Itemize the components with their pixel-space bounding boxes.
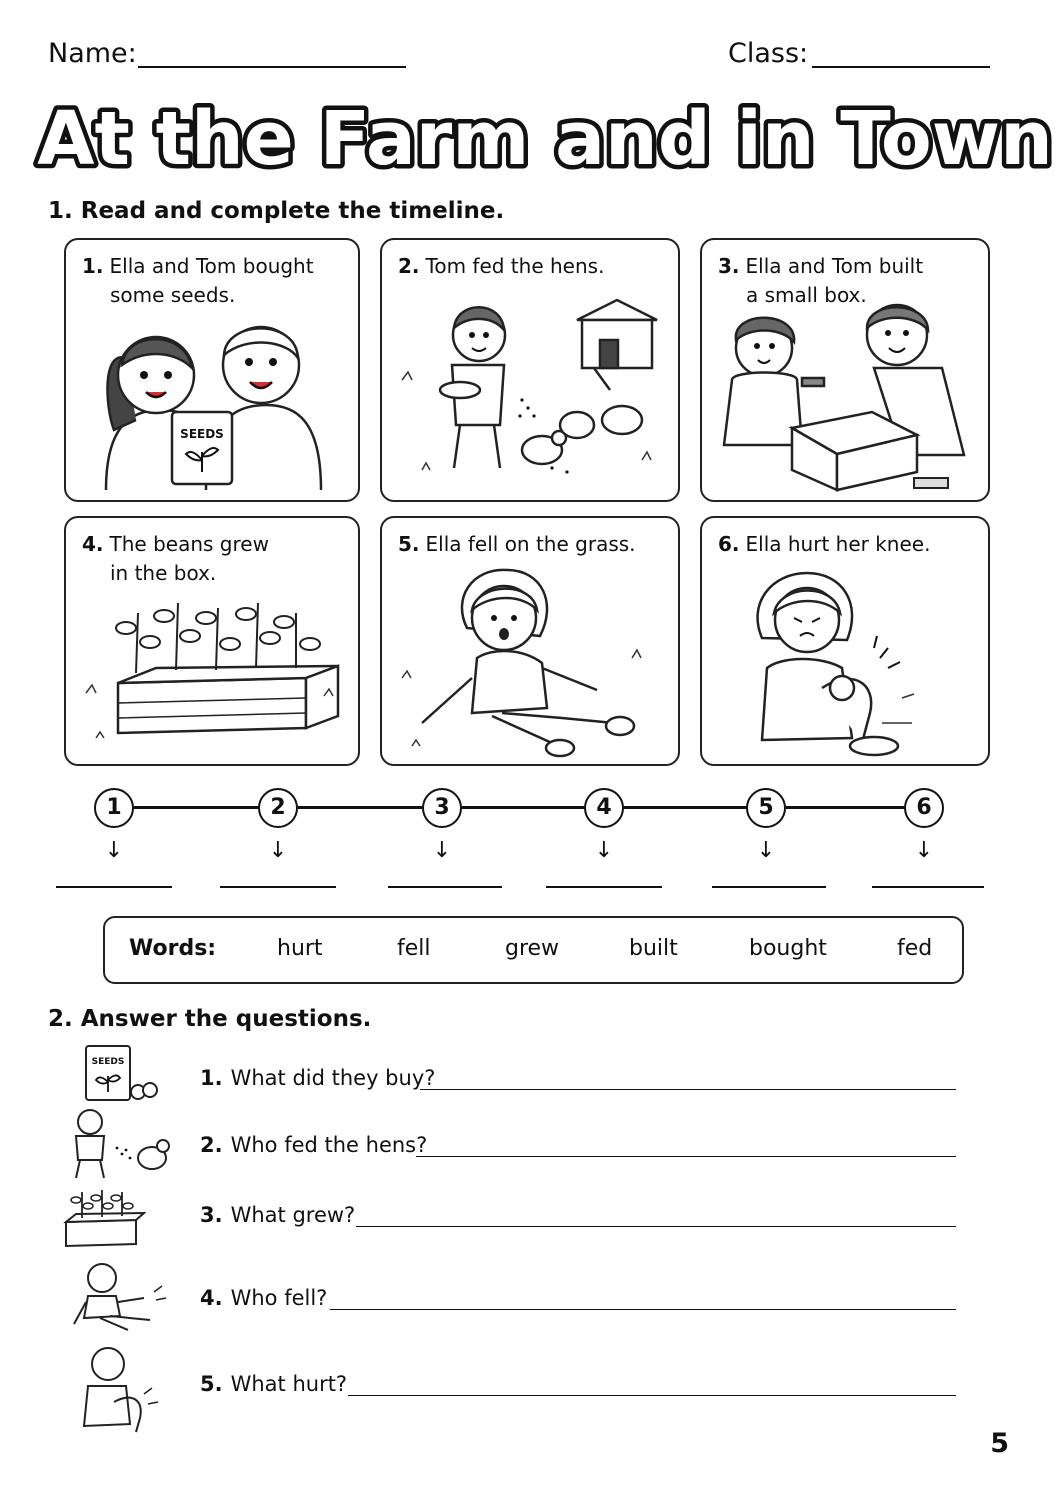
word-item: hurt: [277, 936, 323, 961]
worksheet-title: [0, 86, 1055, 196]
panel-5-caption: 5. Ella fell on the grass.: [398, 532, 636, 556]
word-item: bought: [749, 936, 827, 961]
timeline-arrow-2: ↓: [268, 838, 288, 863]
section2-title: Answer the questions.: [80, 1006, 372, 1032]
svg-text:At the Farm and in Town: At the Farm and in Town: [37, 96, 1053, 182]
section2-heading: [48, 1006, 371, 1032]
class-blank-line[interactable]: [812, 66, 990, 68]
word-item: built: [629, 936, 678, 961]
bean-box-icon: [62, 1186, 146, 1250]
question-5: 5. What hurt?: [200, 1372, 348, 1396]
girl-fell-icon: [70, 1258, 170, 1332]
timeline-answer-5[interactable]: [712, 886, 826, 888]
timeline-arrow-5: ↓: [756, 838, 776, 863]
class-label: Class:: [728, 38, 809, 69]
section1-title: Read and complete the timeline.: [80, 198, 505, 224]
story-panel-3: [700, 238, 990, 502]
timeline-node-4: 4: [584, 788, 624, 828]
timeline-answer-4[interactable]: [546, 886, 662, 888]
section1-heading: [48, 198, 504, 224]
timeline-node-2: 2: [258, 788, 298, 828]
panel-3-caption: 3. Ella and Tom built a small box.: [718, 254, 924, 307]
answer-line-2[interactable]: [416, 1156, 956, 1157]
timeline-answer-3[interactable]: [388, 886, 502, 888]
word-item: fed: [897, 936, 933, 961]
section1-number: 1.: [48, 198, 73, 224]
timeline-node-5: 5: [746, 788, 786, 828]
question-3: 3. What grew?: [200, 1203, 356, 1227]
word-bank: [103, 916, 964, 984]
story-panel-1: [64, 238, 360, 502]
seeds-packet-icon: [80, 1044, 160, 1104]
panel-6-caption: 6. Ella hurt her knee.: [718, 532, 931, 556]
question-4: 4. Who fell?: [200, 1286, 328, 1310]
timeline-arrow-6: ↓: [914, 838, 934, 863]
timeline-node-1: 1: [94, 788, 134, 828]
word-bank-label: Words:: [129, 936, 217, 961]
timeline-node-6: 6: [904, 788, 944, 828]
word-item: grew: [505, 936, 560, 961]
question-1: 1. What did they buy?: [200, 1066, 436, 1090]
svg-text:SEEDS: SEEDS: [91, 1057, 125, 1067]
answer-line-5[interactable]: [348, 1395, 956, 1396]
panel-4-caption: 4. The beans grew in the box.: [82, 532, 269, 585]
answer-line-4[interactable]: [330, 1309, 956, 1310]
panel-2-caption: 2. Tom fed the hens.: [398, 254, 605, 278]
name-label: Name:: [48, 38, 137, 69]
timeline-arrow-4: ↓: [594, 838, 614, 863]
timeline-line: [114, 806, 924, 809]
question-2: 2. Who fed the hens?: [200, 1133, 428, 1157]
timeline-answer-6[interactable]: [872, 886, 984, 888]
timeline-arrow-3: ↓: [432, 838, 452, 863]
story-panel-2: [380, 238, 680, 502]
timeline-node-3: 3: [422, 788, 462, 828]
timeline-answer-1[interactable]: [56, 886, 172, 888]
seeds-packet-label: SEEDS: [180, 427, 224, 441]
section2-number: 2.: [48, 1006, 73, 1032]
story-panel-5: [380, 516, 680, 766]
panel-1-caption: 1. Ella and Tom bought some seeds.: [82, 254, 314, 307]
timeline-answer-2[interactable]: [220, 886, 336, 888]
answer-line-3[interactable]: [356, 1226, 956, 1227]
answer-line-1[interactable]: [420, 1089, 956, 1090]
story-panel-6: [700, 516, 990, 766]
boy-feeding-hen-icon: [62, 1106, 176, 1180]
timeline-arrow-1: ↓: [104, 838, 124, 863]
girl-hurt-knee-icon: [74, 1340, 166, 1438]
story-panel-4: [64, 516, 360, 766]
page-number: 5: [990, 1428, 1009, 1459]
name-blank-line[interactable]: [138, 66, 406, 68]
word-item: fell: [397, 936, 431, 961]
